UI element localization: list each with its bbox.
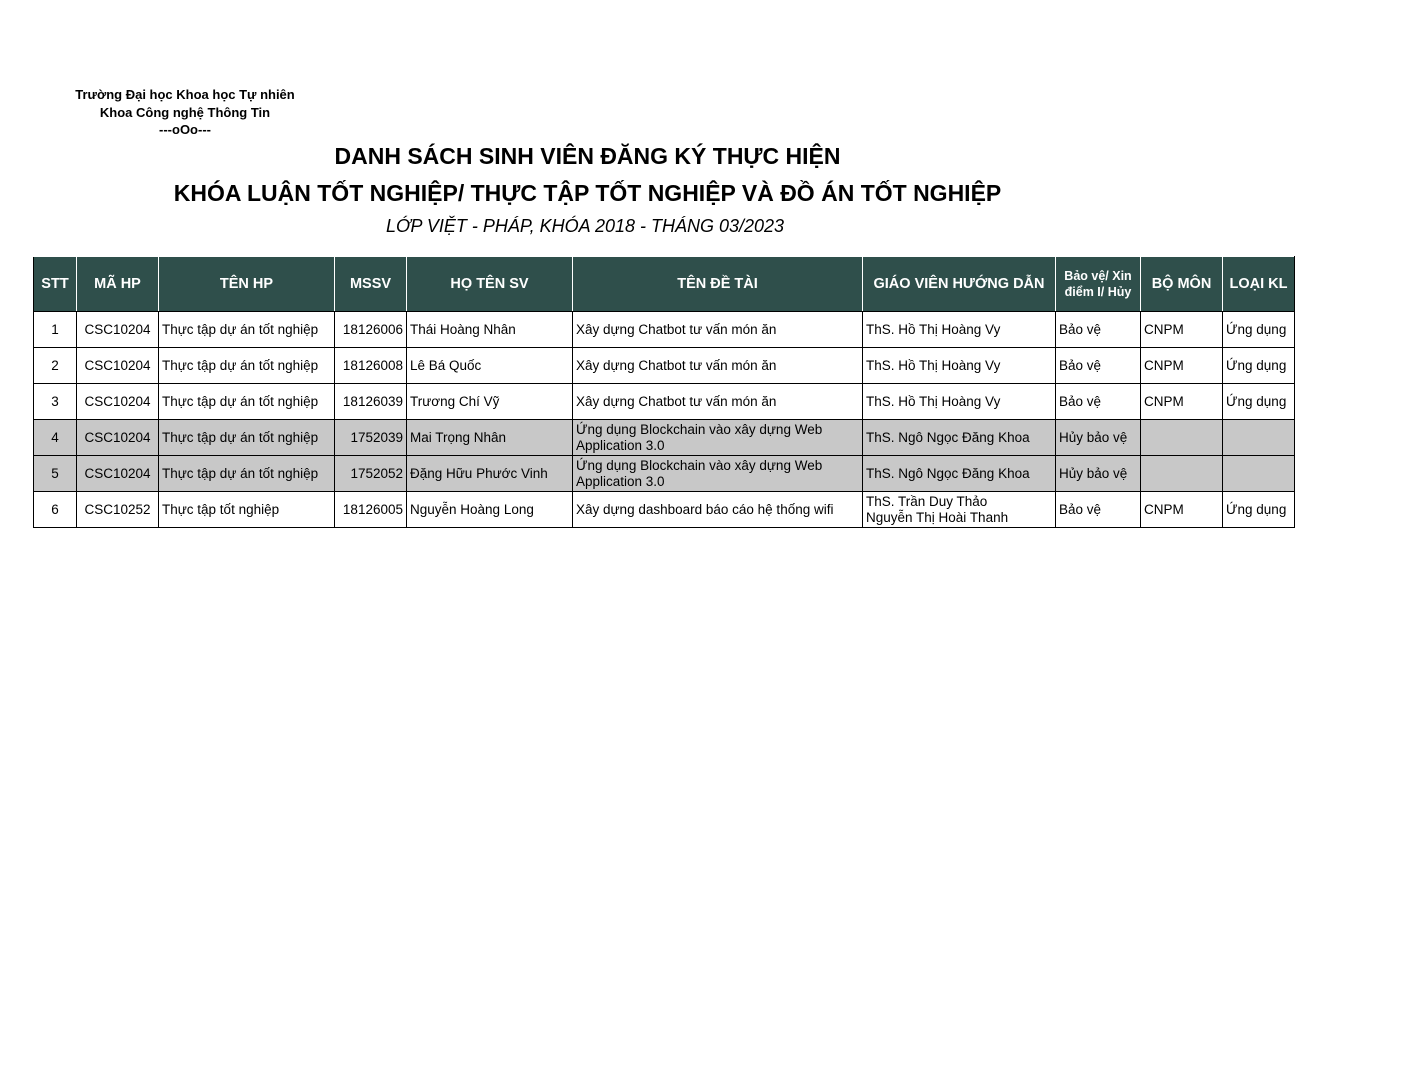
cell-de-tai-line1: Ứng dụng Blockchain vào xây dựng Web	[576, 457, 823, 473]
cell-de-tai-line1: Xây dựng Chatbot tư vấn món ăn	[576, 357, 777, 373]
cell-bao-ve: Bảo vệ	[1056, 348, 1141, 384]
cell-de-tai	[573, 348, 863, 384]
institution-header	[60, 86, 310, 139]
cell-bo-mon	[1141, 456, 1223, 492]
col-stt: STT	[34, 257, 77, 312]
cell-de-tai	[573, 312, 863, 348]
cell-stt: 4	[34, 420, 77, 456]
cell-ma-hp: CSC10204	[77, 348, 159, 384]
cell-ten-hp: Thực tập dự án tốt nghiệp	[159, 384, 335, 420]
cell-ho-ten: Đặng Hữu Phước Vinh	[407, 456, 573, 492]
cell-bo-mon: CNPM	[1141, 348, 1223, 384]
col-gvhd: GIÁO VIÊN HƯỚNG DẪN	[863, 257, 1056, 312]
table-row	[34, 312, 1295, 348]
student-registration-table	[33, 256, 1295, 528]
cell-loai-kl: Ứng dụng	[1223, 384, 1295, 420]
document-title-line2: KHÓA LUẬN TỐT NGHIỆP/ THỰC TẬP TỐT NGHIỆP VÀ ĐỒ ÁN TỐT NGHIỆP	[173, 180, 1002, 206]
cell-bao-ve: Bảo vệ	[1056, 492, 1141, 528]
cell-bo-mon: CNPM	[1141, 312, 1223, 348]
separator: ---oOo---	[159, 122, 211, 137]
col-ma-hp: MÃ HP	[77, 257, 159, 312]
cell-de-tai-line2: Application 3.0	[576, 473, 665, 489]
cell-mssv: 18126005	[335, 492, 407, 528]
cell-bao-ve: Bảo vệ	[1056, 384, 1141, 420]
cell-ho-ten: Lê Bá Quốc	[407, 348, 573, 384]
cell-gvhd	[863, 420, 1056, 456]
document-title-line1: DANH SÁCH SINH VIÊN ĐĂNG KÝ THỰC HIỆN	[334, 143, 841, 169]
cell-ma-hp: CSC10204	[77, 420, 159, 456]
cell-bao-ve: Hủy bảo vệ	[1056, 456, 1141, 492]
cell-de-tai-line1: Xây dựng Chatbot tư vấn món ăn	[576, 393, 777, 409]
col-bao-ve	[1056, 257, 1141, 312]
cell-de-tai	[573, 456, 863, 492]
cell-bao-ve: Bảo vệ	[1056, 312, 1141, 348]
cell-ho-ten: Mai Trọng Nhân	[407, 420, 573, 456]
cell-stt: 2	[34, 348, 77, 384]
cell-mssv: 18126008	[335, 348, 407, 384]
cell-de-tai	[573, 420, 863, 456]
cell-gvhd-line1: ThS. Ngô Ngọc Đăng Khoa	[866, 465, 1030, 481]
cell-stt: 3	[34, 384, 77, 420]
cell-gvhd	[863, 312, 1056, 348]
cell-gvhd-line1: ThS. Hồ Thị Hoàng Vy	[866, 393, 1001, 409]
cell-gvhd-line2: Nguyễn Thị Hoài Thanh	[866, 509, 1009, 525]
col-bao-ve-line2: điểm I/ Hủy	[1064, 285, 1132, 299]
cell-de-tai	[573, 492, 863, 528]
document-subtitle: LỚP VIỆT - PHÁP, KHÓA 2018 - THÁNG 03/2023	[385, 216, 785, 236]
cell-de-tai-line1: Xây dựng Chatbot tư vấn món ăn	[576, 321, 777, 337]
cell-stt: 1	[34, 312, 77, 348]
col-loai-kl: LOẠI KL	[1223, 257, 1295, 312]
cell-ten-hp: Thực tập dự án tốt nghiệp	[159, 420, 335, 456]
cell-loai-kl	[1223, 456, 1295, 492]
cell-loai-kl: Ứng dụng	[1223, 348, 1295, 384]
col-ho-ten: HỌ TÊN SV	[407, 257, 573, 312]
cell-de-tai-line2: Application 3.0	[576, 437, 665, 453]
cell-mssv: 1752052	[335, 456, 407, 492]
cell-gvhd	[863, 456, 1056, 492]
cell-bo-mon	[1141, 420, 1223, 456]
cell-loai-kl: Ứng dụng	[1223, 312, 1295, 348]
cell-mssv: 18126039	[335, 384, 407, 420]
cell-gvhd	[863, 492, 1056, 528]
cell-ma-hp: CSC10252	[77, 492, 159, 528]
col-bao-ve-line1: Bảo vệ/ Xin	[1064, 269, 1132, 283]
cell-ho-ten: Nguyễn Hoàng Long	[407, 492, 573, 528]
cell-ma-hp: CSC10204	[77, 456, 159, 492]
cell-ten-hp: Thực tập tốt nghiệp	[159, 492, 335, 528]
table-row-cancelled	[34, 456, 1295, 492]
cell-gvhd-line1: ThS. Ngô Ngọc Đăng Khoa	[866, 429, 1030, 445]
cell-stt: 5	[34, 456, 77, 492]
cell-ten-hp: Thực tập dự án tốt nghiệp	[159, 348, 335, 384]
university-name: Trường Đại học Khoa học Tự nhiên	[75, 87, 295, 102]
table-row	[34, 384, 1295, 420]
cell-bo-mon: CNPM	[1141, 384, 1223, 420]
cell-de-tai	[573, 384, 863, 420]
cell-ho-ten: Trương Chí Vỹ	[407, 384, 573, 420]
cell-de-tai-line1: Ứng dụng Blockchain vào xây dựng Web	[576, 421, 823, 437]
cell-de-tai-line1: Xây dựng dashboard báo cáo hệ thống wifi	[576, 501, 834, 517]
cell-bo-mon: CNPM	[1141, 492, 1223, 528]
cell-ma-hp: CSC10204	[77, 312, 159, 348]
cell-gvhd	[863, 384, 1056, 420]
cell-gvhd-line1: ThS. Hồ Thị Hoàng Vy	[866, 357, 1001, 373]
cell-gvhd-line1: ThS. Trần Duy Thảo	[866, 493, 988, 509]
cell-stt: 6	[34, 492, 77, 528]
cell-mssv: 18126006	[335, 312, 407, 348]
faculty-name: Khoa Công nghệ Thông Tin	[99, 104, 271, 120]
cell-ma-hp: CSC10204	[77, 384, 159, 420]
col-de-tai: TÊN ĐỀ TÀI	[573, 257, 863, 312]
cell-loai-kl: Ứng dụng	[1223, 492, 1295, 528]
cell-ten-hp: Thực tập dự án tốt nghiệp	[159, 456, 335, 492]
cell-mssv: 1752039	[335, 420, 407, 456]
table-header-row	[34, 257, 1295, 312]
col-mssv: MSSV	[335, 257, 407, 312]
cell-gvhd	[863, 348, 1056, 384]
col-ten-hp: TÊN HP	[159, 257, 335, 312]
cell-ho-ten: Thái Hoàng Nhân	[407, 312, 573, 348]
cell-gvhd-line1: ThS. Hồ Thị Hoàng Vy	[866, 321, 1001, 337]
cell-loai-kl	[1223, 420, 1295, 456]
table-row	[34, 348, 1295, 384]
cell-bao-ve: Hủy bảo vệ	[1056, 420, 1141, 456]
col-bo-mon: BỘ MÔN	[1141, 257, 1223, 312]
table-row	[34, 492, 1295, 528]
table-row-cancelled	[34, 420, 1295, 456]
cell-ten-hp: Thực tập dự án tốt nghiệp	[159, 312, 335, 348]
